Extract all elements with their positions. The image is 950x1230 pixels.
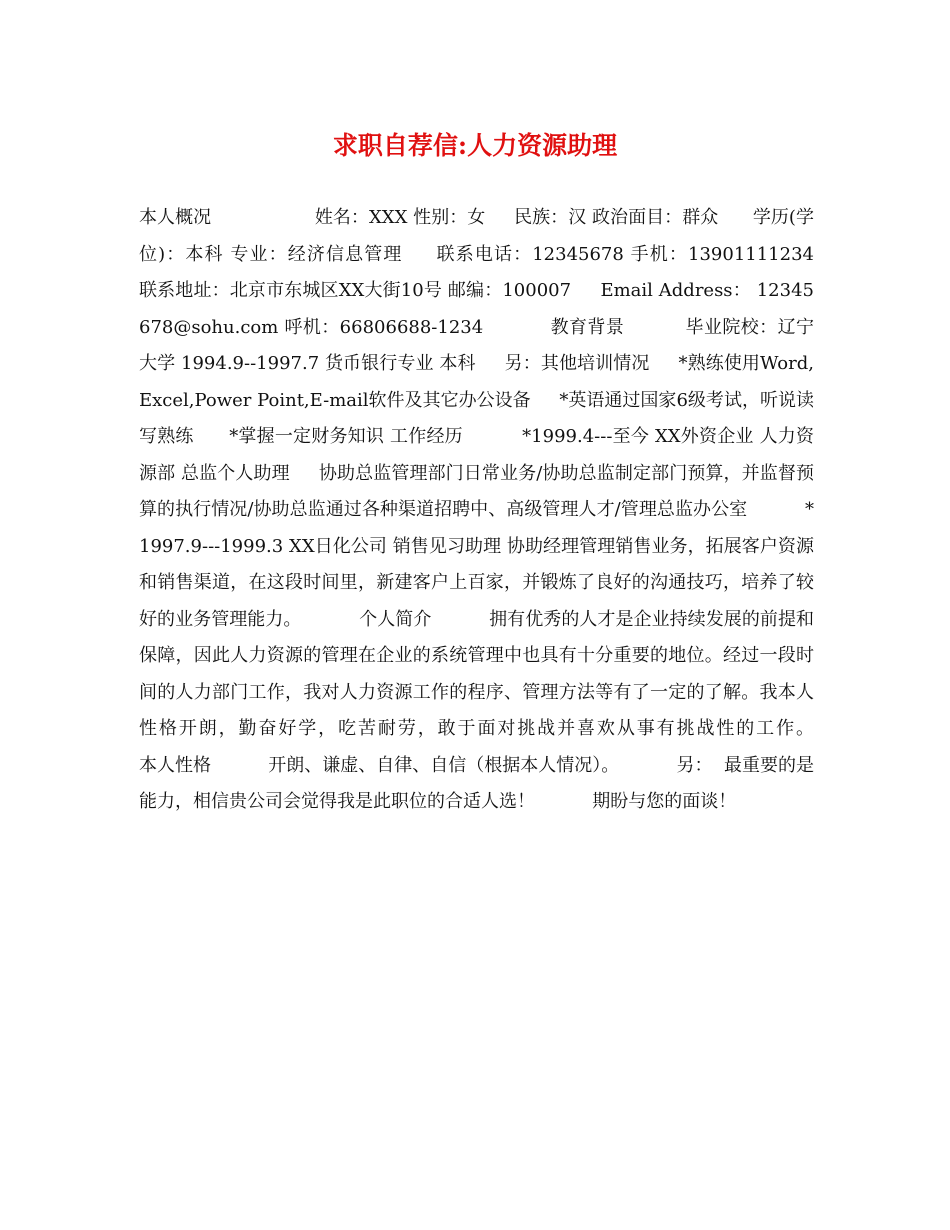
document-title: 求职自荐信:人力资源助理 [332, 131, 618, 160]
document-body: 本人概况 姓名：XXX 性别：女 民族：汉 政治面目：群众 学历(学位)：本科 专业：经济信息管理 联系电话：12345678 手机：13901111234 联系地址：北京市东城区XX大街10号 邮编：100007 Email Address： 12345678@sohu.com 呼机：66806688-1234 教育背景 毕业院校：辽宁大学 1994.9--1997.7 货币银行专业 本科 另：其他培训情况 *熟练使用Word,Excel,Power Point,E-mail软件及其它办公设备 *英语通过国家6级考试，听说读写熟练 *掌握一定财务知识 工作经历 *1999.4---至今 XX外资企业 人力资源部 总监个人助理 协助总监管理部门日常业务/协助总监制定部门预算，并监督预算的执行情况/协助总监通过各种渠道招聘中、高级管理人才/管理总监办公室 *1997.9---1999.3 XX日化公司 销售见习助理 协助经理管理销售业务，拓展客户资源和销售渠道，在这段时间里，新建客户上百家，并锻炼了良好的沟通技巧，培养了较好的业务管理能力。 个人简介 拥有优秀的人才是企业持续发展的前提和保障，因此人力资源的管理在企业的系统管理中也具有十分重要的地位。经过一段时间的人力部门工作，我对人力资源工作的程序、管理方法等有了一定的了解。我本人性格开朗，勤奋好学，吃苦耐劳，敢于面对挑战并喜欢从事有挑战性的工作。 本人性格 开朗、谦虚、自律、自信（根据本人情况）。 另： 最重要的是能力，相信贵公司会觉得我是此职位的合适人选！ 期盼与您的面谈！ [139, 207, 872, 812]
